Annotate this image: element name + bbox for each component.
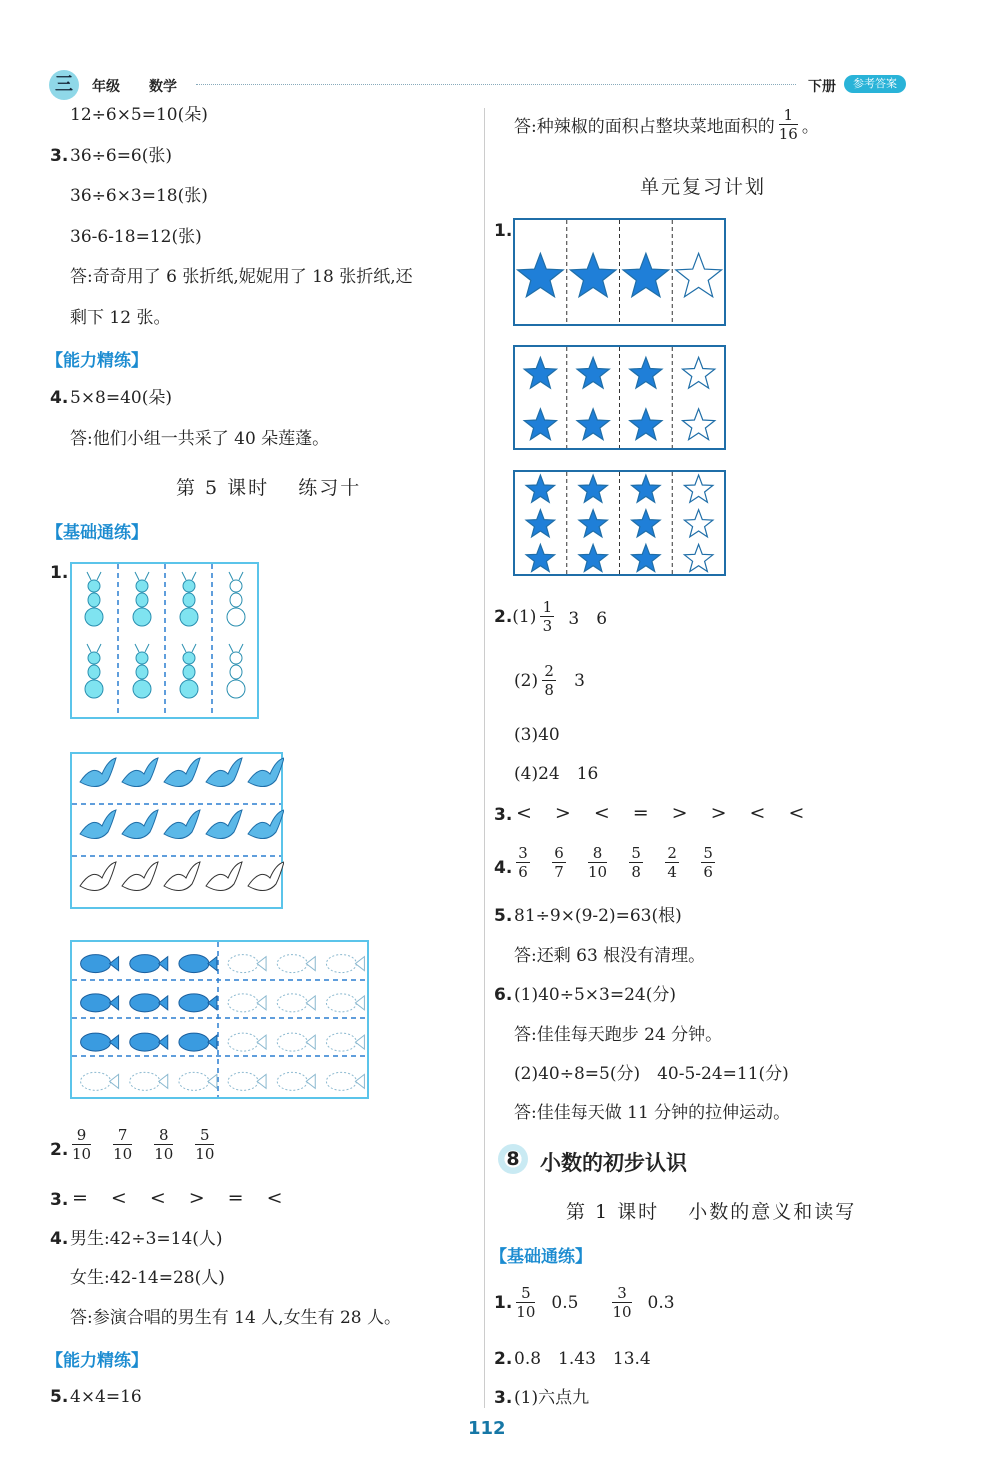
fish-icon bbox=[81, 955, 111, 973]
fish-icon bbox=[179, 994, 209, 1012]
fish-icon bbox=[326, 1033, 356, 1051]
fish-icon bbox=[130, 955, 160, 973]
fish-icon bbox=[179, 1072, 209, 1090]
fish-icon bbox=[130, 1072, 160, 1090]
header-rule bbox=[196, 84, 796, 85]
answer-text: (3)40 bbox=[514, 725, 560, 745]
question-number: 1. bbox=[50, 563, 69, 583]
unit-title: 小数的初步认识 bbox=[540, 1151, 687, 1175]
grade-badge: 三 bbox=[49, 70, 79, 100]
question-number: 4. bbox=[50, 1229, 69, 1249]
question-number: 1. bbox=[494, 221, 513, 241]
fish-icon bbox=[228, 1033, 258, 1051]
answer-line: 1. $\frac{5}{10}$ 0.5 $\frac{3}{10}$ 0.3 bbox=[494, 1284, 675, 1321]
fish-icon bbox=[326, 955, 356, 973]
equation: 81÷9×(9-2)=63(根) bbox=[514, 906, 682, 926]
ant-figure bbox=[70, 562, 260, 720]
question-number: 5. bbox=[494, 906, 513, 926]
equation: (2)40÷8=5(分) 40-5-24=11(分) bbox=[514, 1064, 789, 1084]
answer-line: 答:种辣椒的面积占整块菜地面积的 $\frac{1}{16}$ 。 bbox=[514, 106, 819, 143]
column-divider bbox=[484, 108, 485, 1408]
question-number: 2. bbox=[50, 1140, 69, 1160]
question-number: 4. bbox=[50, 388, 69, 408]
fish-icon bbox=[326, 1072, 356, 1090]
fish-icon bbox=[228, 955, 258, 973]
fraction-list bbox=[512, 844, 719, 881]
fraction: $\frac{1}{3}$ bbox=[540, 598, 554, 635]
fraction: $\frac{5}{10}$ bbox=[195, 1126, 215, 1163]
star-grid-2 bbox=[513, 345, 726, 450]
fraction: $\frac{6}{7}$ bbox=[552, 844, 566, 881]
page-number: 112 bbox=[468, 1418, 506, 1439]
equation: 36-6-18=12(张) bbox=[70, 227, 202, 247]
fish-figure bbox=[70, 940, 370, 1100]
fraction: $\frac{9}{10}$ bbox=[72, 1126, 92, 1163]
answer-line: 2. (1) $\frac{1}{3}$ 3 6 bbox=[494, 598, 608, 635]
star-grid-1 bbox=[513, 218, 726, 326]
fraction: $\frac{8}{10}$ bbox=[154, 1126, 174, 1163]
fraction: $\frac{7}{10}$ bbox=[113, 1126, 133, 1163]
section-tag-basic: 【基础通练】 bbox=[490, 1247, 592, 1267]
fish-icon bbox=[130, 994, 160, 1012]
fish-icon bbox=[81, 994, 111, 1012]
fraction: $\frac{5}{8}$ bbox=[629, 844, 643, 881]
equation: 4×4=16 bbox=[70, 1387, 142, 1407]
fish-icon bbox=[179, 1033, 209, 1051]
fish-icon bbox=[228, 994, 258, 1012]
fraction: $\frac{5}{10}$ bbox=[516, 1284, 536, 1321]
fish-icon bbox=[277, 1033, 307, 1051]
question-number: 3. bbox=[494, 805, 513, 825]
comparison-signs: = < < > = < bbox=[72, 1187, 285, 1209]
answer-text: 答:种辣椒的面积占整块菜地面积的 bbox=[514, 117, 775, 137]
fraction: $\frac{8}{10}$ bbox=[588, 844, 608, 881]
question-number: 3. bbox=[50, 1190, 69, 1210]
unit-number-badge: 8 bbox=[498, 1144, 528, 1174]
question-number: 2. bbox=[494, 1349, 513, 1369]
answer-text: 答:他们小组一共采了 40 朵莲蓬。 bbox=[70, 429, 330, 449]
equation: 5×8=40(朵) bbox=[70, 388, 173, 408]
question-number: 4. bbox=[494, 858, 513, 878]
fraction: $\frac{3}{10}$ bbox=[612, 1284, 632, 1321]
fish-icon bbox=[130, 1033, 160, 1051]
answer-line: (2) $\frac{2}{8}$ 3 bbox=[514, 662, 585, 699]
comparison-signs: < > < = > > < < bbox=[516, 802, 807, 824]
star-grid-3 bbox=[513, 470, 726, 576]
lesson-title: 第 1 课时 小数的意义和读写 bbox=[566, 1201, 857, 1223]
equation: 36÷6×3=18(张) bbox=[70, 186, 208, 206]
fraction-list bbox=[68, 1126, 218, 1163]
question-number: 3. bbox=[50, 146, 69, 166]
fish-icon bbox=[277, 955, 307, 973]
answer-text: 答:佳佳每天跑步 24 分钟。 bbox=[514, 1025, 723, 1045]
fish-icon bbox=[277, 1072, 307, 1090]
answer-text: (4)24 16 bbox=[514, 764, 599, 784]
fraction: $\frac{2}{4}$ bbox=[665, 844, 679, 881]
equation: 36÷6=6(张) bbox=[70, 146, 173, 166]
answer-text: 答:佳佳每天做 11 分钟的拉伸运动。 bbox=[514, 1103, 791, 1123]
answer-badge: 参考答案 bbox=[844, 75, 906, 93]
fraction: $\frac{2}{8}$ bbox=[542, 662, 556, 699]
question-number: 3. bbox=[494, 1388, 513, 1408]
fish-icon bbox=[326, 994, 356, 1012]
lesson-title: 第 5 课时 练习十 bbox=[176, 477, 362, 499]
equation: 女生:42-14=28(人) bbox=[70, 1268, 225, 1288]
question-number: 5. bbox=[50, 1387, 69, 1407]
grade-label: 年级 bbox=[92, 79, 120, 95]
fish-icon bbox=[228, 1072, 258, 1090]
section-tag-basic: 【基础通练】 bbox=[46, 523, 148, 543]
equation: 男生:42÷3=14(人) bbox=[70, 1229, 223, 1249]
section-tag-ability: 【能力精练】 bbox=[46, 1351, 148, 1371]
answer-text: 答:参演合唱的男生有 14 人,女生有 28 人。 bbox=[70, 1308, 402, 1328]
equation: (1)40÷5×3=24(分) bbox=[514, 985, 676, 1005]
fish-icon bbox=[179, 955, 209, 973]
answer-text: 答:还剩 63 根没有清理。 bbox=[514, 946, 706, 966]
fish-icon bbox=[81, 1033, 111, 1051]
review-title: 单元复习计划 bbox=[640, 176, 767, 198]
fish-icon bbox=[81, 1072, 111, 1090]
answer-text: 剩下 12 张。 bbox=[70, 308, 171, 328]
fraction: $\frac{1}{16}$ bbox=[778, 106, 798, 143]
subject-label: 数学 bbox=[149, 79, 177, 95]
answer-text: (1)六点九 bbox=[514, 1388, 590, 1408]
equation: 12÷6×5=10(朵) bbox=[70, 105, 208, 125]
answer-text: 答:奇奇用了 6 张折纸,妮妮用了 18 张折纸,还 bbox=[70, 267, 413, 287]
bird-figure bbox=[70, 752, 284, 910]
question-number: 6. bbox=[494, 985, 513, 1005]
fish-icon bbox=[277, 994, 307, 1012]
fraction: $\frac{3}{6}$ bbox=[516, 844, 530, 881]
fraction: $\frac{5}{6}$ bbox=[701, 844, 715, 881]
volume-label: 下册 bbox=[808, 79, 836, 95]
answer-text: 0.8 1.43 13.4 bbox=[514, 1349, 651, 1369]
section-tag-ability: 【能力精练】 bbox=[46, 351, 148, 371]
